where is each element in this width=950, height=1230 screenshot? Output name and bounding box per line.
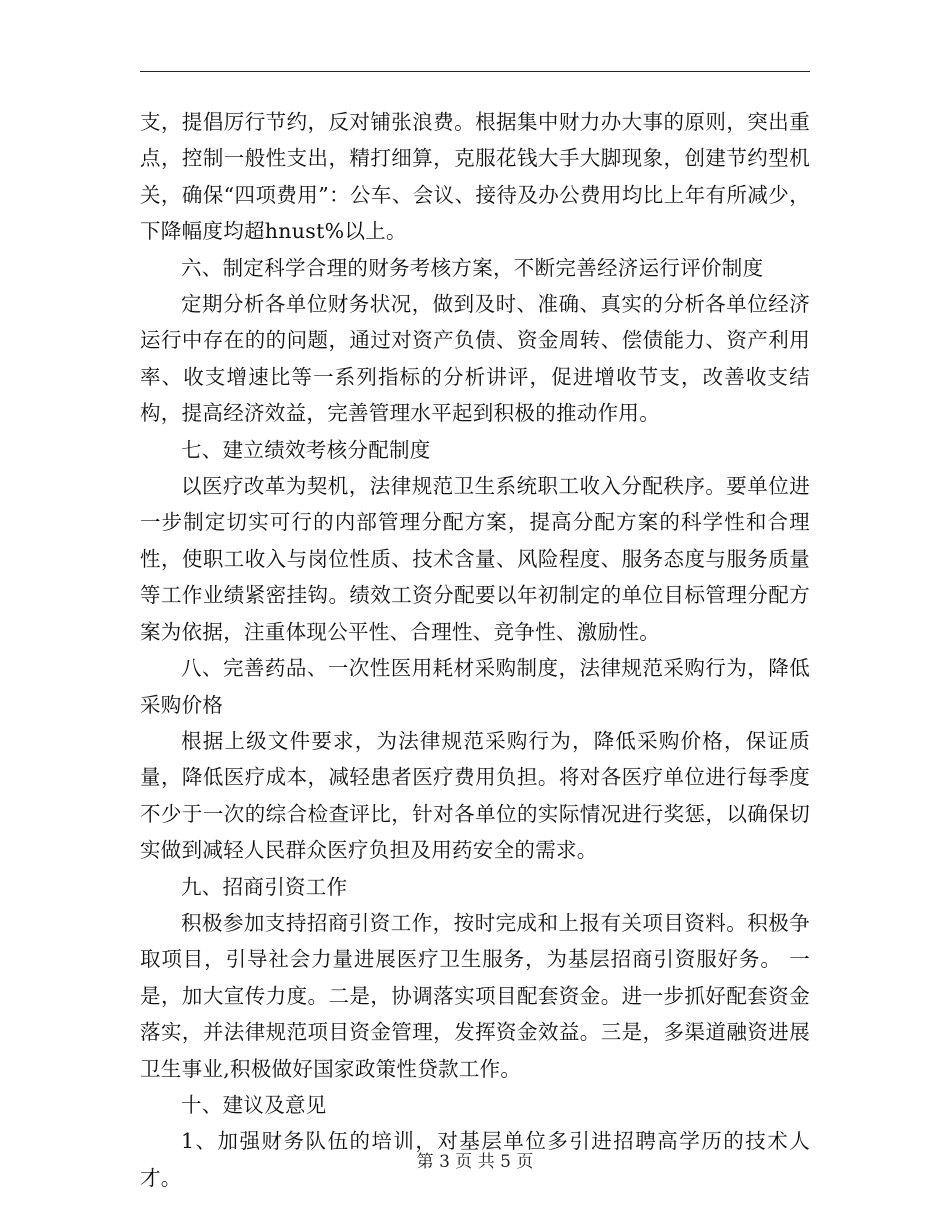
section-heading-10: 十、建议及意见	[181, 1092, 327, 1117]
section-heading-9: 九、招商引资工作	[181, 874, 348, 899]
section-heading-6: 六、制定科学合理的财务考核方案，不断完善经济运行评价制度	[181, 255, 764, 280]
paragraph: 根据上级文件要求，为法律规范采购行为，降低采购价格，保证质量，降低医疗成本，减轻患者医疗费用负担。将对各医疗单位进行每季度不少于一次的综合检查评比，针对各单位的实际情况进行奖惩，以确保切实做到减轻人民群众医疗负担及用药安全的需求。	[140, 728, 810, 863]
header-rule	[140, 71, 810, 72]
document-body	[140, 104, 810, 1196]
paragraph: 1、加强财务队伍的培训，对基层单位多引进招聘高学历的技术人才。	[140, 1129, 810, 1190]
section-heading-7: 七、建立绩效考核分配制度	[181, 437, 431, 462]
paragraph: 以医疗改革为契机，法律规范卫生系统职工收入分配秩序。要单位进一步制定切实可行的内部管理分配方案，提高分配方案的科学性和合理性，使职工收入与岗位性质、技术含量、风险程度、服务态度与服务质量等工作业绩紧密挂钩。绩效工资分配要以年初制定的单位目标管理分配方案为依据，注重体现公平性、合理性、竞争性、激励性。	[140, 474, 810, 644]
paragraph: 积极参加支持招商引资工作，按时完成和上报有关项目资料。积极争取项目，引导社会力量进展医疗卫生服务，为基层招商引资服好务。 一是，加大宣传力度。二是，协调落实项目配套资金。进一步抓好配套资金落实，并法律规范项目资金管理，发挥资金效益。三是，多渠道融资进展卫生事业,积极做好国家政策性贷款工作。	[140, 910, 810, 1081]
section-heading-8: 八、完善药品、一次性医用耗材采购制度，法律规范采购行为，降低采购价格	[140, 656, 810, 717]
paragraph-continued: 支，提倡厉行节约，反对铺张浪费。根据集中财力办大事的原则，突出重点，控制一般性支出，精打细算，克服花钱大手大脚现象，创建节约型机关，确保“四项费用”：公车、会议、接待及办公费用均比上年有所减少，下降幅度均超hnust%以上。	[140, 110, 810, 244]
paragraph: 定期分析各单位财务状况，做到及时、准确、真实的分析各单位经济运行中存在的的问题，通过对资产负债、资金周转、偿债能力、资产利用率、收支增速比等一系列指标的分析讲评，促进增收节支，改善收支结构，提高经济效益，完善管理水平起到积极的推动作用。	[140, 292, 810, 426]
page-number: 第 3 页 共 5 页	[416, 1152, 534, 1172]
